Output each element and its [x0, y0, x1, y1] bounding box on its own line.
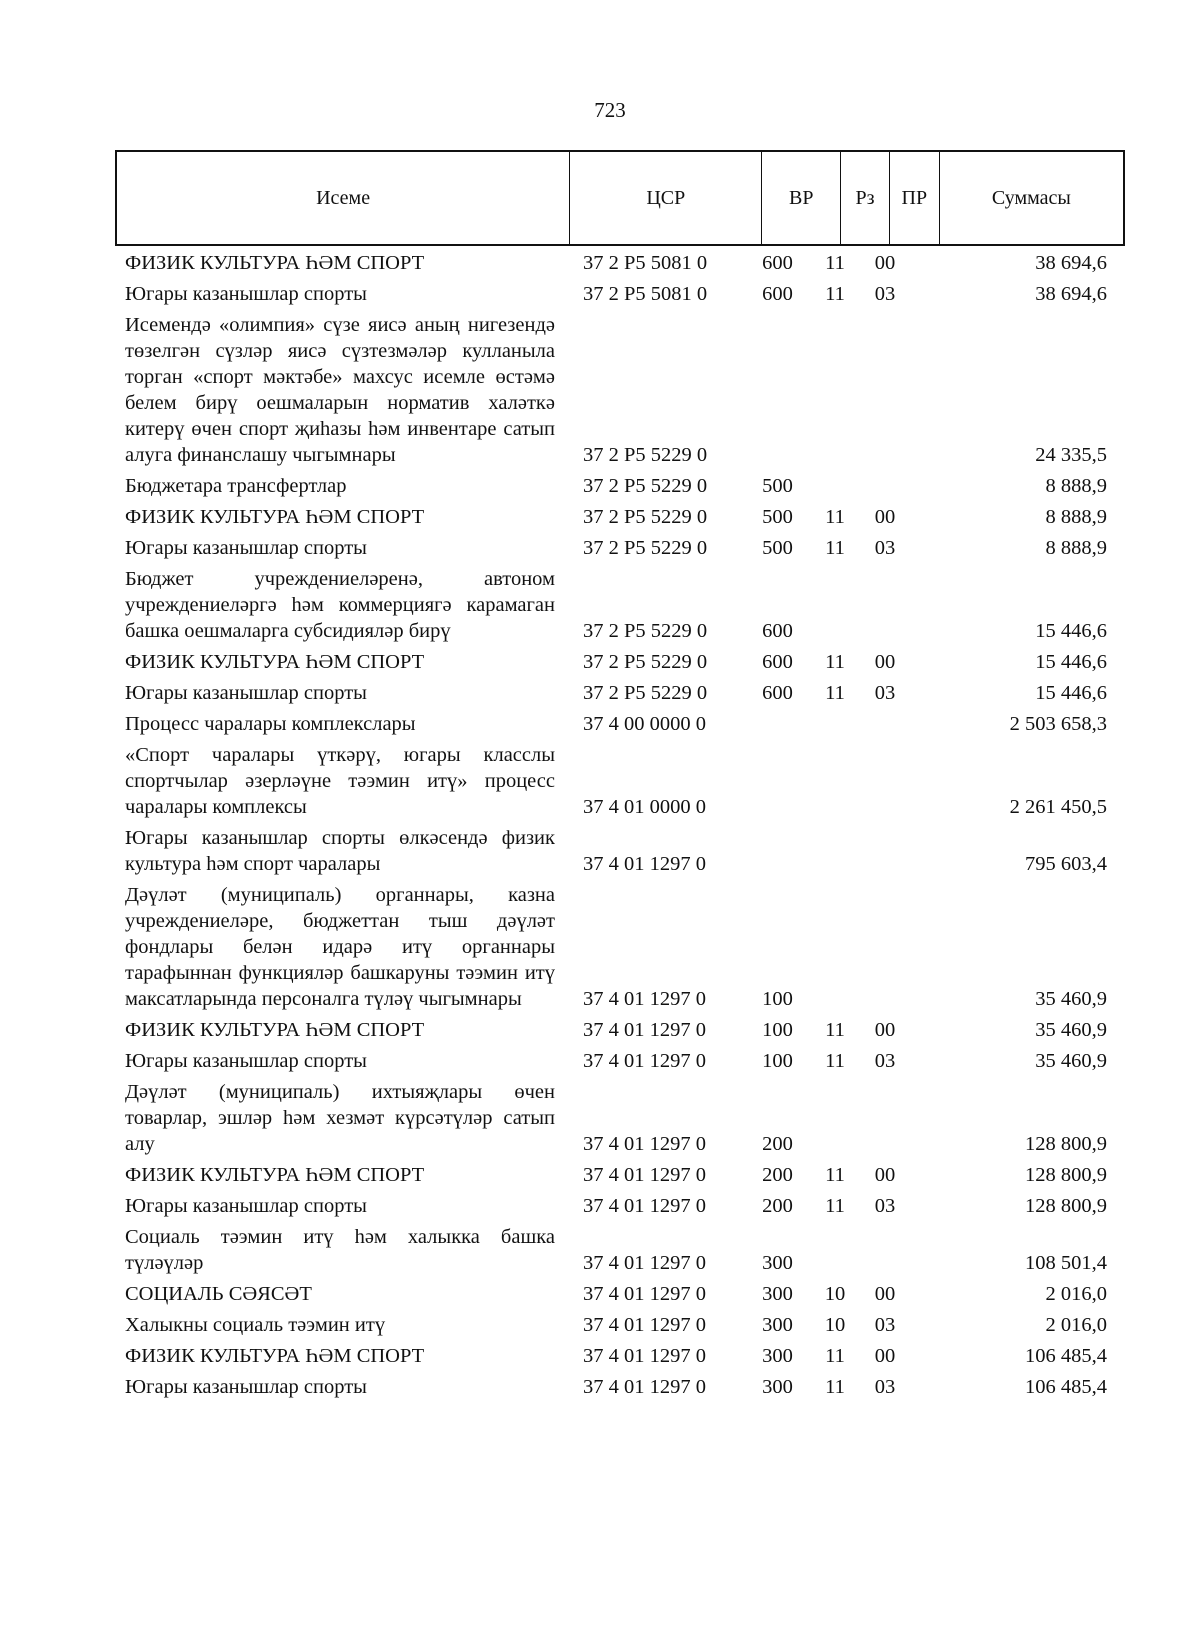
row-csr: 37 2 P5 5229 0 — [583, 537, 708, 559]
row-sum: 8 888,9 — [1045, 506, 1107, 528]
row-name: ФИЗИК КУЛЬТУРА ҺӘМ СПОРТ — [125, 252, 425, 274]
table-row — [125, 825, 1125, 877]
table-row — [125, 1017, 1125, 1043]
table-row — [125, 504, 1125, 530]
row-csr: 37 4 01 1297 0 — [583, 1345, 706, 1367]
row-sum: 108 501,4 — [1025, 1252, 1107, 1274]
row-csr: 37 4 01 1297 0 — [583, 853, 706, 875]
table-row — [125, 1162, 1125, 1188]
row-csr: 37 4 01 1297 0 — [583, 1133, 706, 1155]
row-sum: 2 016,0 — [1045, 1314, 1107, 1336]
row-vr: 300 — [762, 1345, 793, 1367]
row-name: Югары казанышлар спорты — [125, 1050, 367, 1072]
row-sum: 35 460,9 — [1035, 988, 1107, 1010]
row-vr: 600 — [762, 651, 793, 673]
table-row — [125, 649, 1125, 675]
row-sum: 24 335,5 — [1035, 444, 1107, 466]
row-rz: 10 — [824, 1283, 846, 1305]
row-name: Бюджетара трансфертлар — [125, 475, 347, 497]
row-name: Югары казанышлар спорты — [125, 537, 367, 559]
header-vr: ВР — [762, 152, 841, 244]
row-sum: 2 261 450,5 — [1009, 796, 1107, 818]
row-sum: 2 016,0 — [1045, 1283, 1107, 1305]
row-name: ФИЗИК КУЛЬТУРА ҺӘМ СПОРТ — [125, 1345, 425, 1367]
row-name: СОЦИАЛЬ СӘЯСӘТ — [125, 1283, 312, 1305]
row-pr: 00 — [874, 1345, 896, 1367]
row-csr: 37 2 P5 5229 0 — [583, 444, 708, 466]
row-vr: 600 — [762, 252, 793, 274]
table-row — [125, 882, 1125, 1012]
header-sum: Суммасы — [991, 186, 1071, 209]
row-name: «Спорт чаралары үткәрү, югары класслы спортчылар әзерләүне тәэмин итү» процесс чаралары комплексы — [125, 744, 555, 818]
row-rz: 11 — [825, 1345, 845, 1367]
row-name: Югары казанышлар спорты — [125, 682, 367, 704]
row-csr: 37 4 01 1297 0 — [583, 1283, 706, 1305]
row-vr: 300 — [762, 1376, 793, 1398]
row-name: ФИЗИК КУЛЬТУРА ҺӘМ СПОРТ — [125, 506, 425, 528]
row-pr: 03 — [874, 1376, 896, 1398]
row-rz: 11 — [825, 1050, 845, 1072]
row-name: Дәүләт (муниципаль) органнары, казна учреждениеләре, бюджеттан тыш дәүләт фондлары белән идарә итү органнары тарафыннан функцияләр башкаруны тәэмин итү максатларында персоналга түләү чыгымнары — [125, 884, 555, 1010]
row-csr: 37 4 01 1297 0 — [583, 1050, 706, 1072]
table-row — [125, 1193, 1125, 1219]
table-row — [125, 312, 1125, 468]
row-csr: 37 2 P5 5229 0 — [583, 651, 708, 673]
table-row — [125, 250, 1125, 276]
row-pr: 00 — [874, 1164, 896, 1186]
row-name: Бюджет учреждениеләренә, автоном учреждениеләргә һәм коммерциягә карамаган башка оешмаларга субсидияләр бирү — [125, 568, 555, 642]
row-name: Дәүләт (муниципаль) ихтыяҗлары өчен товарлар, эшләр һәм хезмәт күрсәтүләр сатып алу — [125, 1081, 555, 1155]
table-row — [125, 1079, 1125, 1157]
row-csr: 37 4 00 0000 0 — [583, 713, 706, 735]
row-pr: 00 — [874, 651, 896, 673]
row-rz: 11 — [825, 283, 845, 305]
row-vr: 100 — [762, 1019, 793, 1041]
row-rz: 10 — [824, 1314, 846, 1336]
table-row — [125, 742, 1125, 820]
row-rz: 11 — [825, 1376, 845, 1398]
row-sum: 106 485,4 — [1025, 1376, 1107, 1398]
row-vr: 600 — [762, 283, 793, 305]
row-rz: 11 — [825, 537, 845, 559]
row-sum: 106 485,4 — [1025, 1345, 1107, 1367]
row-name: Халыкны социаль тәэмин итү — [125, 1314, 386, 1336]
table-row — [125, 1224, 1125, 1276]
row-csr: 37 4 01 1297 0 — [583, 988, 706, 1010]
row-vr: 600 — [762, 620, 793, 642]
row-sum: 15 446,6 — [1035, 620, 1107, 642]
row-sum: 2 503 658,3 — [1009, 713, 1107, 735]
row-pr: 00 — [874, 506, 896, 528]
table-row — [125, 711, 1125, 737]
row-pr: 03 — [874, 537, 896, 559]
row-csr: 37 4 01 1297 0 — [583, 1195, 706, 1217]
row-pr: 03 — [874, 1195, 896, 1217]
row-name: ФИЗИК КУЛЬТУРА ҺӘМ СПОРТ — [125, 1164, 425, 1186]
row-csr: 37 2 P5 5081 0 — [583, 283, 708, 305]
row-vr: 600 — [762, 682, 793, 704]
table-row — [125, 680, 1125, 706]
row-sum: 8 888,9 — [1045, 475, 1107, 497]
table-row — [125, 1374, 1125, 1400]
row-csr: 37 2 P5 5081 0 — [583, 252, 708, 274]
row-name: Югары казанышлар спорты — [125, 1376, 367, 1398]
row-rz: 11 — [825, 682, 845, 704]
row-sum: 795 603,4 — [1025, 853, 1107, 875]
table-header — [115, 150, 1125, 246]
row-vr: 100 — [762, 1050, 793, 1072]
row-name: Исемендә «олимпия» сүзе яисә аның нигезендә төзелгән сүзләр яисә сүзтезмәләр кулланыла торган «спорт мәктәбе» махсус исемле өстәмә белем бирү оешмаларын норматив халәткә китерү өчен спорт җиһазы һәм инвентаре сатып алуга финанслашу чыгымнары — [125, 314, 555, 466]
row-vr: 500 — [762, 475, 793, 497]
row-csr: 37 4 01 1297 0 — [583, 1019, 706, 1041]
row-vr: 100 — [762, 988, 793, 1010]
table-row — [125, 535, 1125, 561]
table-row — [125, 1048, 1125, 1074]
row-name: Югары казанышлар спорты — [125, 283, 367, 305]
row-pr: 00 — [874, 1019, 896, 1041]
table-row — [125, 1281, 1125, 1307]
row-sum: 35 460,9 — [1035, 1050, 1107, 1072]
row-rz: 11 — [825, 1195, 845, 1217]
row-rz: 11 — [825, 1164, 845, 1186]
row-csr: 37 4 01 1297 0 — [583, 1164, 706, 1186]
row-sum: 8 888,9 — [1045, 537, 1107, 559]
row-csr: 37 2 P5 5229 0 — [583, 682, 708, 704]
row-pr: 03 — [874, 1314, 896, 1336]
table-row — [125, 473, 1125, 499]
row-pr: 03 — [874, 1050, 896, 1072]
row-name: ФИЗИК КУЛЬТУРА ҺӘМ СПОРТ — [125, 651, 425, 673]
table-row — [125, 281, 1125, 307]
row-vr: 300 — [762, 1252, 793, 1274]
row-vr: 300 — [762, 1314, 793, 1336]
row-pr: 03 — [874, 283, 896, 305]
header-pr: ПР — [890, 152, 940, 244]
row-pr: 03 — [874, 682, 896, 704]
row-sum: 128 800,9 — [1025, 1195, 1107, 1217]
row-vr: 200 — [762, 1195, 793, 1217]
row-rz: 11 — [825, 1019, 845, 1041]
header-csr: ЦСР — [570, 152, 762, 244]
row-vr: 200 — [762, 1133, 793, 1155]
row-vr: 500 — [762, 506, 793, 528]
row-csr: 37 2 P5 5229 0 — [583, 620, 708, 642]
table-row — [125, 566, 1125, 644]
row-sum: 15 446,6 — [1035, 682, 1107, 704]
row-vr: 200 — [762, 1164, 793, 1186]
row-csr: 37 4 01 0000 0 — [583, 796, 706, 818]
row-rz: 11 — [825, 651, 845, 673]
row-sum: 128 800,9 — [1025, 1164, 1107, 1186]
row-vr: 300 — [762, 1283, 793, 1305]
table-row — [125, 1312, 1125, 1338]
table-body — [125, 250, 1125, 1405]
row-csr: 37 4 01 1297 0 — [583, 1376, 706, 1398]
row-csr: 37 2 P5 5229 0 — [583, 506, 708, 528]
row-sum: 38 694,6 — [1035, 252, 1107, 274]
row-csr: 37 4 01 1297 0 — [583, 1314, 706, 1336]
row-sum: 35 460,9 — [1035, 1019, 1107, 1041]
table-row — [125, 1343, 1125, 1369]
row-pr: 00 — [874, 252, 896, 274]
row-csr: 37 2 P5 5229 0 — [583, 475, 708, 497]
row-sum: 38 694,6 — [1035, 283, 1107, 305]
header-rz: Рз — [841, 152, 890, 244]
row-name: Процесс чаралары комплекслары — [125, 713, 416, 735]
header-name: Исеме — [117, 152, 570, 244]
row-name: Югары казанышлар спорты өлкәсендә физик культура һәм спорт чаралары — [125, 827, 555, 875]
row-rz: 11 — [825, 252, 845, 274]
row-sum: 15 446,6 — [1035, 651, 1107, 673]
row-vr: 500 — [762, 537, 793, 559]
row-name: Социаль тәэмин итү һәм халыкка башка түләүләр — [125, 1226, 555, 1274]
row-sum: 128 800,9 — [1025, 1133, 1107, 1155]
row-rz: 11 — [825, 506, 845, 528]
row-pr: 00 — [874, 1283, 896, 1305]
row-name: ФИЗИК КУЛЬТУРА ҺӘМ СПОРТ — [125, 1019, 425, 1041]
row-name: Югары казанышлар спорты — [125, 1195, 367, 1217]
page-number: 723 — [594, 98, 626, 122]
row-csr: 37 4 01 1297 0 — [583, 1252, 706, 1274]
